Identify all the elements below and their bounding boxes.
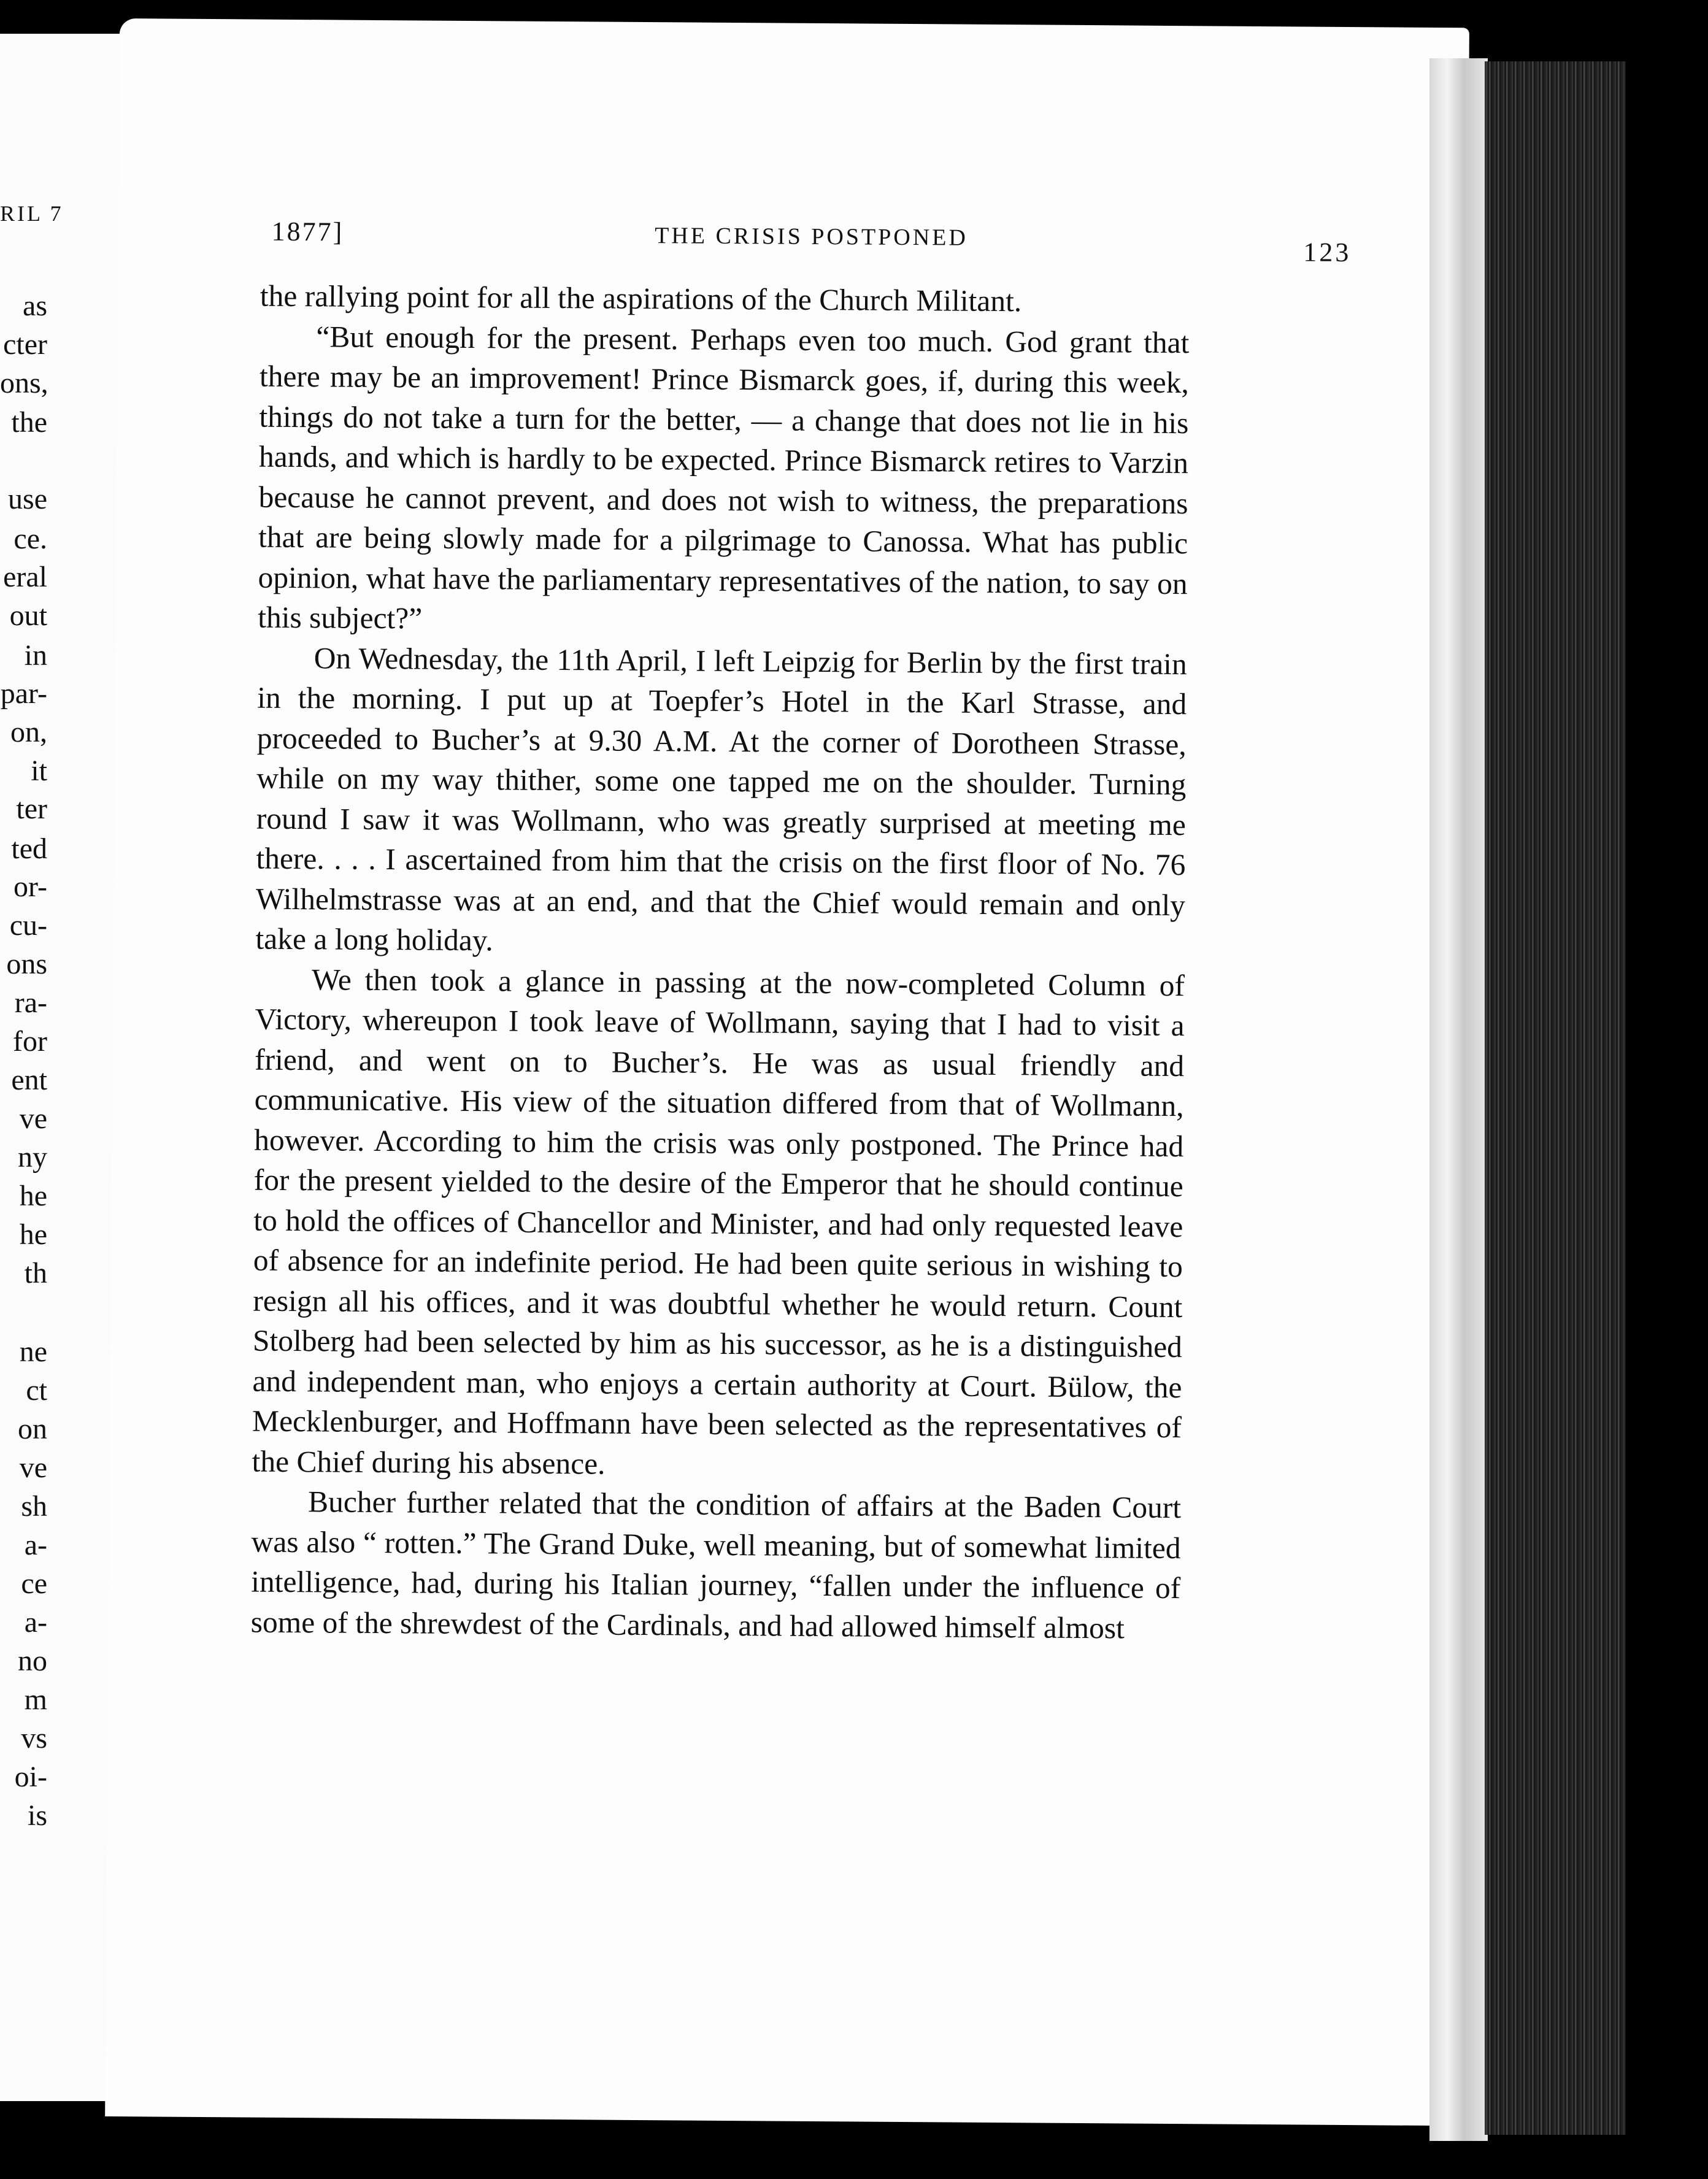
left-page-fragment: eral — [3, 561, 47, 593]
left-page-fragment: ons — [6, 948, 47, 980]
body-text — [251, 276, 1190, 1649]
left-page-fragment: out — [9, 599, 47, 632]
left-page-fragment: he — [19, 1180, 47, 1212]
left-page-fragment: ent — [11, 1064, 47, 1096]
left-page-fragment: he — [19, 1218, 47, 1251]
paragraph: “But enough for the present. Perhaps even too much. God grant that there may be an improvement! Prince Bismarck goes, if, during this week, things do not take a turn for the better, — a change that does not lie in his hands, and which is hardly to be expected. Prince Bismarck retires to Varzin because he cannot prevent, and does not wish to witness, the preparations that are being slowly made for a pilgrimage to Canossa. What has public opinion, what have the parliamentary representatives of the nation, to say on this subject?” — [257, 319, 1190, 636]
left-page-fragment: th — [24, 1257, 47, 1289]
left-page-fragment: ne — [19, 1335, 47, 1368]
left-page-fragment: on — [18, 1413, 47, 1445]
left-page-fragment: ny — [18, 1141, 47, 1174]
left-page-fragment: use — [8, 483, 47, 515]
left-page-fragment: cter — [3, 328, 47, 361]
left-page-fragment: a- — [24, 1529, 47, 1561]
page-number: 123 — [1303, 237, 1352, 268]
left-page-fragment: ter — [16, 793, 47, 825]
running-head-title: THE CRISIS POSTPONED — [655, 223, 969, 251]
left-page-fragment: vs — [21, 1722, 47, 1754]
left-page-fragment: ve — [19, 1451, 47, 1484]
left-page-fragment: ce — [21, 1567, 47, 1600]
left-page-fragment: cu- — [9, 909, 47, 942]
left-page-fragment: ra- — [14, 986, 47, 1019]
running-head — [271, 216, 1352, 268]
left-page-fragment: on, — [10, 716, 47, 748]
paragraph: the rallying point for all the aspirations of the Church Militant. — [260, 279, 1022, 318]
left-page-fragment: RIL 7 — [0, 201, 64, 226]
left-page-fragment: it — [31, 755, 47, 787]
left-page-fragment: a- — [24, 1606, 47, 1639]
left-page-fragment: is — [27, 1799, 47, 1832]
left-page-fragment: as — [23, 290, 47, 322]
left-page-fragment: oi- — [14, 1761, 47, 1793]
paragraph: Bucher further related that the condition of affairs at the Baden Court was also “ rotten.” The Grand Duke, well meaning, but of somewhat limited intelligence, had, during his Italian journey, “fallen under the influence of some of the shrewdest of the Cardinals, and had allowed himself almost — [250, 1485, 1182, 1645]
left-page-fragment: ve — [19, 1102, 47, 1135]
page-fore-edge — [1429, 58, 1488, 2141]
left-page-fragment: ce. — [13, 523, 47, 555]
running-head-year: 1877] — [271, 216, 344, 247]
paragraph: We then took a glance in passing at the now-completed Column of Victory, whereupon I took leave of Wollmann, saying that I had to visit a friend, and went on to Bucher’s. He was as usual friendly and communicative. His view of the situation differed from that of Wollmann, however. According to him the crisis was only postponed. The Prince had for the present yielded to the desire of the Emperor that he should continue to hold the offices of Chancellor and Minister, and had only requested leave of absence for an indefinite period. He had been quite serious in wishing to resign all his offices, and it was doubtful whether he would return. Count Stolberg had been selected by him as his successor, as he is a distinguished and independent man, who enjoys a certain authority at Court. Bülow, the Mecklenburger, and Hoffmann have been selected as the representatives of the Chief during his absence. — [252, 962, 1185, 1481]
left-page-fragment: ted — [11, 832, 47, 865]
left-page-fragment: in — [24, 639, 47, 672]
background-shadow — [1626, 55, 1708, 2141]
left-page-fragment: sh — [21, 1490, 47, 1523]
left-page-fragment: ons, — [0, 367, 48, 399]
main-page — [105, 18, 1469, 2126]
left-page-fragment: no — [18, 1645, 47, 1677]
left-page-fragment: or- — [13, 870, 47, 903]
left-page-fragment: par- — [0, 677, 47, 710]
left-page-fragment: the — [11, 406, 47, 439]
paragraph: On Wednesday, the 11th April, I left Leipzig for Berlin by the first train in the morning. I put up at Toepfer’s Hotel in the Karl Strasse, and proceeded to Bucher’s at 9.30 A.M. At the corner of Dorotheen Strasse, while on my way thither, some one tapped me on the shoulder. Turning round I saw it was Wollmann, who was greatly surprised at meeting me there. . . . I ascertained from him that the crisis on the first floor of No. 76 Wilhelmstrasse was at an end, and that the Chief would remain and only take a long holiday. — [255, 640, 1187, 958]
left-page-fragment: ct — [26, 1374, 47, 1407]
left-page-fragment: for — [13, 1025, 47, 1058]
left-page-fragment: m — [24, 1683, 47, 1716]
